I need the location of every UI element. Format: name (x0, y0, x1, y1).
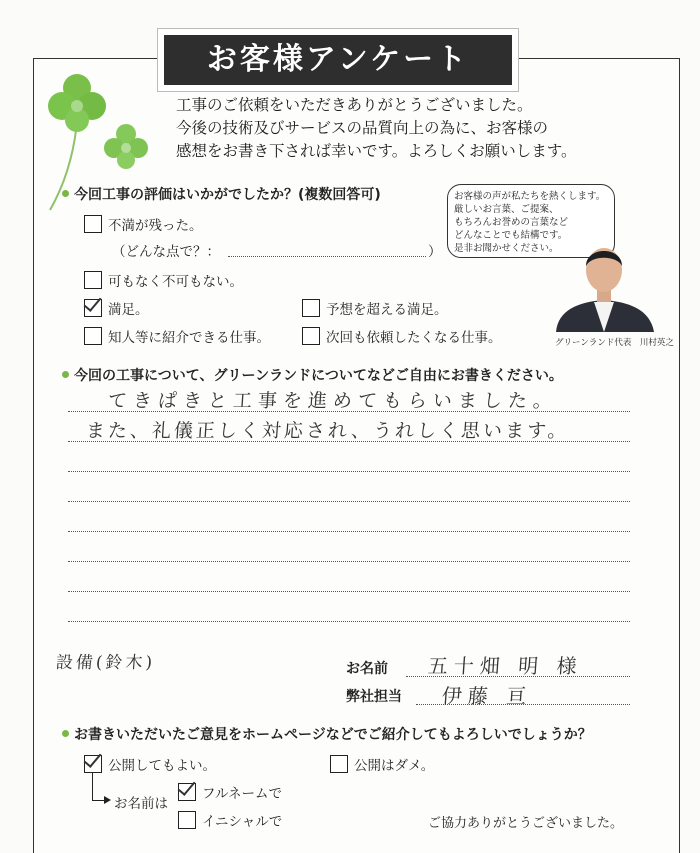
answer-line (68, 531, 630, 532)
arrow-head-icon (104, 796, 111, 804)
checkbox-checked[interactable] (84, 755, 102, 773)
option-label: 知人等に紹介できる仕事。 (108, 330, 270, 346)
handwritten-answer-line2: また、礼儀正しく対応され、うれしく思います。 (85, 420, 571, 442)
president-caption: グリーンランド代表 川村英之 (555, 338, 674, 348)
handwritten-staff-name[interactable]: 伊藤 亘 (441, 684, 534, 708)
intro-line: 感想をお書き下されば幸いです。よろしくお願いします。 (176, 142, 577, 160)
question-text: お書きいただいたご意見をホームページなどでご紹介してもよろしいでしょうか？ (74, 727, 592, 743)
message-line: 是非お聞かせください。 (454, 243, 559, 254)
option-label: 可もなく不可もない。 (108, 274, 243, 290)
thanks-text: ご協力ありがとうございました。 (428, 816, 624, 831)
message-line: もちろんお誉めの言葉など (454, 217, 569, 228)
option-neutral[interactable] (84, 270, 243, 290)
president-photo (548, 232, 660, 332)
detail-close: ） (428, 244, 442, 260)
page-title: お客様アンケート (164, 35, 512, 85)
intro-text (176, 94, 577, 163)
option-label: 公開はダメ。 (354, 758, 435, 774)
message-line: 厳しいお言葉、ご提案、 (454, 204, 559, 215)
checkbox[interactable] (84, 271, 102, 289)
bullet-icon (62, 371, 69, 378)
answer-line (68, 621, 630, 622)
message-line: どんなことでも結構です。 (454, 230, 568, 241)
name-format-label: お名前は (114, 796, 168, 812)
question-text: 今回の工事について、グリーンランドについてなどご自由にお書きください。 (74, 368, 563, 384)
option-label: 公開してもよい。 (108, 758, 216, 774)
answer-line (68, 561, 630, 562)
option-satisfied[interactable] (84, 298, 149, 318)
intro-line: 今後の技術及びサービスの品質向上の為に、お客様の (176, 119, 549, 137)
option-fullname[interactable] (178, 782, 282, 802)
bullet-icon (62, 730, 69, 737)
option-label: フルネームで (202, 786, 283, 802)
checkbox-checked[interactable] (178, 783, 196, 801)
checkbox-checked[interactable] (84, 299, 102, 317)
detail-field[interactable] (228, 256, 426, 257)
title-frame (157, 28, 519, 92)
question-evaluation (62, 184, 381, 204)
clover-small-icon (98, 118, 154, 178)
checkbox[interactable] (330, 755, 348, 773)
name-label: お名前 (346, 661, 388, 677)
option-label: 不満が残った。 (108, 218, 203, 234)
answer-line (68, 471, 630, 472)
answer-line (68, 501, 630, 502)
answer-line (68, 591, 630, 592)
option-label: イニシャルで (202, 814, 283, 830)
staff-label: 弊社担当 (346, 689, 402, 705)
option-initials[interactable] (178, 810, 282, 830)
checkbox[interactable] (84, 327, 102, 345)
checkbox[interactable] (302, 327, 320, 345)
handwritten-customer-name[interactable]: 五十畑 明 様 (427, 654, 584, 678)
bullet-icon (62, 190, 69, 197)
option-publish-ok[interactable] (84, 754, 216, 774)
option-label: 満足。 (108, 302, 149, 318)
handwritten-answer-line1: てきぱきと工事を進めてもらいました。 (107, 390, 559, 412)
question-free-comment (62, 365, 563, 385)
checkbox[interactable] (84, 215, 102, 233)
question-publish-permission (62, 724, 592, 744)
option-label: 予想を超える満足。 (326, 302, 448, 318)
checkbox[interactable] (178, 811, 196, 829)
option-label: 次回も依頼したくなる仕事。 (326, 330, 502, 346)
option-publish-ng[interactable] (330, 754, 434, 774)
option-recommendable[interactable] (84, 326, 270, 346)
question-text: 今回工事の評価はいかがでしたか？(複数回答可) (74, 187, 381, 203)
intro-line: 工事のご依頼をいただきありがとうございました。 (176, 96, 533, 114)
option-request-again[interactable] (302, 326, 502, 346)
option-beyond-expectation[interactable] (302, 298, 448, 318)
handwritten-department: 設備(鈴木) (55, 653, 156, 673)
message-line: お客様の声が私たちを熱くします。 (454, 191, 606, 202)
checkbox[interactable] (302, 299, 320, 317)
detail-label: （どんな点で？： (112, 244, 220, 260)
option-dissatisfied[interactable] (84, 214, 203, 234)
